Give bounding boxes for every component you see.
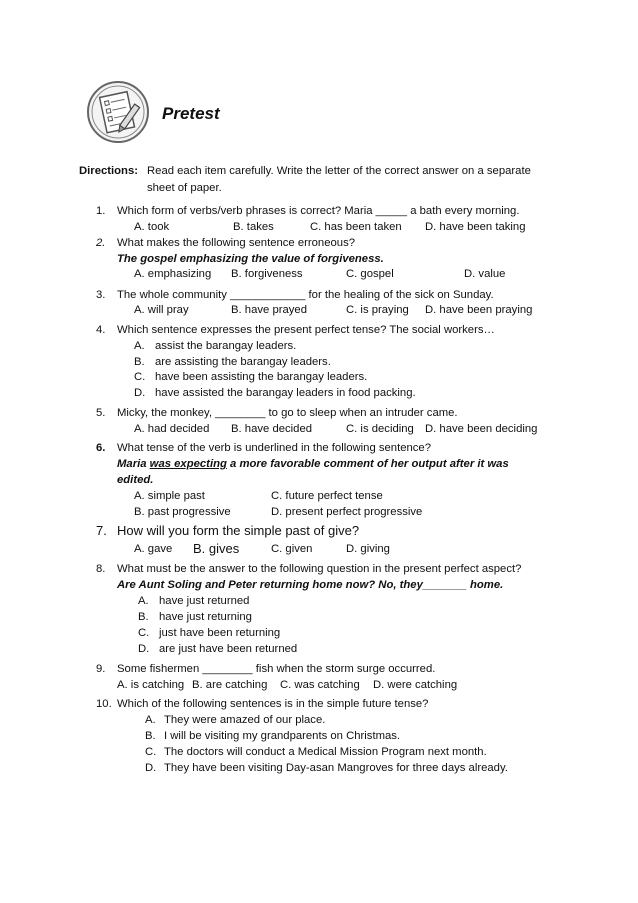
choice: C. is praying bbox=[346, 304, 409, 316]
question-text: The whole community ____________ for the healing of the sick on Sunday. bbox=[117, 289, 494, 301]
choice-letter: C. bbox=[138, 627, 150, 639]
directions-line-1: Read each item carefully. Write the letter of the correct answer on a separate bbox=[147, 165, 531, 177]
question-text: Which sentence expresses the present perfect tense? The social workers… bbox=[117, 324, 495, 336]
question-text: Which of the following sentences is in the simple future tense? bbox=[117, 698, 429, 710]
question-number: 3. bbox=[96, 289, 106, 301]
choice-letter: B. bbox=[138, 611, 149, 623]
choice: B. takes bbox=[233, 221, 274, 233]
choice-letter: B. bbox=[145, 730, 156, 742]
choice-letter: D. bbox=[138, 643, 150, 655]
question-number: 8. bbox=[96, 563, 106, 575]
question-text: Micky, the monkey, ________ to go to sleep when an intruder came. bbox=[117, 407, 458, 419]
choice: D. have been taking bbox=[425, 221, 526, 233]
choice-text: are assisting the barangay leaders. bbox=[155, 356, 331, 368]
choice: D. present perfect progressive bbox=[271, 506, 423, 518]
question-text: What makes the following sentence erroneous? bbox=[117, 237, 355, 249]
choice: B. forgiveness bbox=[231, 268, 303, 280]
directions-label: Directions: bbox=[79, 165, 139, 177]
choice: B. past progressive bbox=[134, 506, 231, 518]
choice-text: have just returning bbox=[159, 611, 252, 623]
question-sentence: The gospel emphasizing the value of forgiveness. bbox=[117, 253, 384, 265]
choice-text: are just have been returned bbox=[159, 643, 298, 655]
choice-letter: A. bbox=[134, 340, 145, 352]
choice-text: just have been returning bbox=[159, 627, 281, 639]
question-text: What must be the answer to the following question in the present perfect aspect? bbox=[117, 563, 522, 575]
choice: C. gospel bbox=[346, 268, 394, 280]
question-text: How will you form the simple past of give? bbox=[117, 523, 360, 538]
choice: C. given bbox=[271, 543, 313, 555]
question-text: What tense of the verb is underlined in the following sentence? bbox=[117, 442, 431, 454]
choice: C. future perfect tense bbox=[271, 490, 383, 502]
choice: A. had decided bbox=[134, 423, 210, 435]
choice: A. took bbox=[134, 221, 170, 233]
question-number: 9. bbox=[96, 663, 106, 675]
choice: A. simple past bbox=[134, 490, 205, 502]
underlined-verb: was expecting bbox=[149, 458, 227, 470]
question-number: 1. bbox=[96, 205, 106, 217]
question-number: 5. bbox=[96, 407, 106, 419]
choice-text: They have been visiting Day-asan Mangroves for three days already. bbox=[164, 762, 508, 774]
choice: D. have been praying bbox=[425, 304, 533, 316]
choice-letter: A. bbox=[145, 714, 156, 726]
question-number: 10. bbox=[96, 698, 112, 710]
question-sentence: Are Aunt Soling and Peter returning home now? No, they_______ home. bbox=[117, 579, 504, 591]
choice-text: I will be visiting my grandparents on Christmas. bbox=[164, 730, 401, 742]
choice-letter: C. bbox=[134, 371, 146, 383]
choice: D. giving bbox=[346, 543, 390, 555]
choice: A. gave bbox=[134, 543, 173, 555]
choice: A. is catching bbox=[117, 679, 185, 691]
choice-letter: D. bbox=[145, 762, 157, 774]
directions-line-2: sheet of paper. bbox=[147, 182, 222, 194]
question-number: 2. bbox=[96, 237, 106, 249]
choice-text: have just returned bbox=[159, 595, 250, 607]
choice-text: assist the barangay leaders. bbox=[155, 340, 297, 352]
choice-text: have assisted the barangay leaders in food packing. bbox=[155, 387, 416, 399]
choice-letter: D. bbox=[134, 387, 146, 399]
choice-letter: C. bbox=[145, 746, 157, 758]
choice: B. have prayed bbox=[231, 304, 307, 316]
sentence-subject: Maria bbox=[117, 458, 147, 470]
choice-letter: A. bbox=[138, 595, 149, 607]
choice: D. have been deciding bbox=[425, 423, 538, 435]
choice: B. gives bbox=[193, 541, 240, 556]
choice: B. have decided bbox=[231, 423, 313, 435]
choice: A. will pray bbox=[134, 304, 189, 316]
question-sentence bbox=[117, 456, 561, 472]
question-sentence-end: edited. bbox=[117, 474, 154, 486]
question-number: 7. bbox=[96, 523, 107, 538]
choice-text: have been assisting the barangay leaders. bbox=[155, 371, 368, 383]
choice: D. were catching bbox=[373, 679, 458, 691]
choice-text: They were amazed of our place. bbox=[164, 714, 326, 726]
checklist-pencil-icon bbox=[86, 80, 150, 144]
choice: B. are catching bbox=[192, 679, 268, 691]
question-text: Which form of verbs/verb phrases is correct? Maria _____ a bath every morning. bbox=[117, 205, 520, 217]
choice-letter: B. bbox=[134, 356, 145, 368]
choice: C. was catching bbox=[280, 679, 360, 691]
sentence-rest: a more favorable comment of her output after it was bbox=[230, 458, 509, 470]
question-text: Some fishermen ________ fish when the storm surge occurred. bbox=[117, 663, 436, 675]
page-title: Pretest bbox=[162, 104, 220, 123]
choice: A. emphasizing bbox=[134, 268, 212, 280]
question-number: 6. bbox=[96, 442, 106, 454]
choice-text: The doctors will conduct a Medical Mission Program next month. bbox=[164, 746, 487, 758]
choice: C. is deciding bbox=[346, 423, 414, 435]
choice: C. has been taken bbox=[310, 221, 402, 233]
question-number: 4. bbox=[96, 324, 106, 336]
choice: D. value bbox=[464, 268, 506, 280]
